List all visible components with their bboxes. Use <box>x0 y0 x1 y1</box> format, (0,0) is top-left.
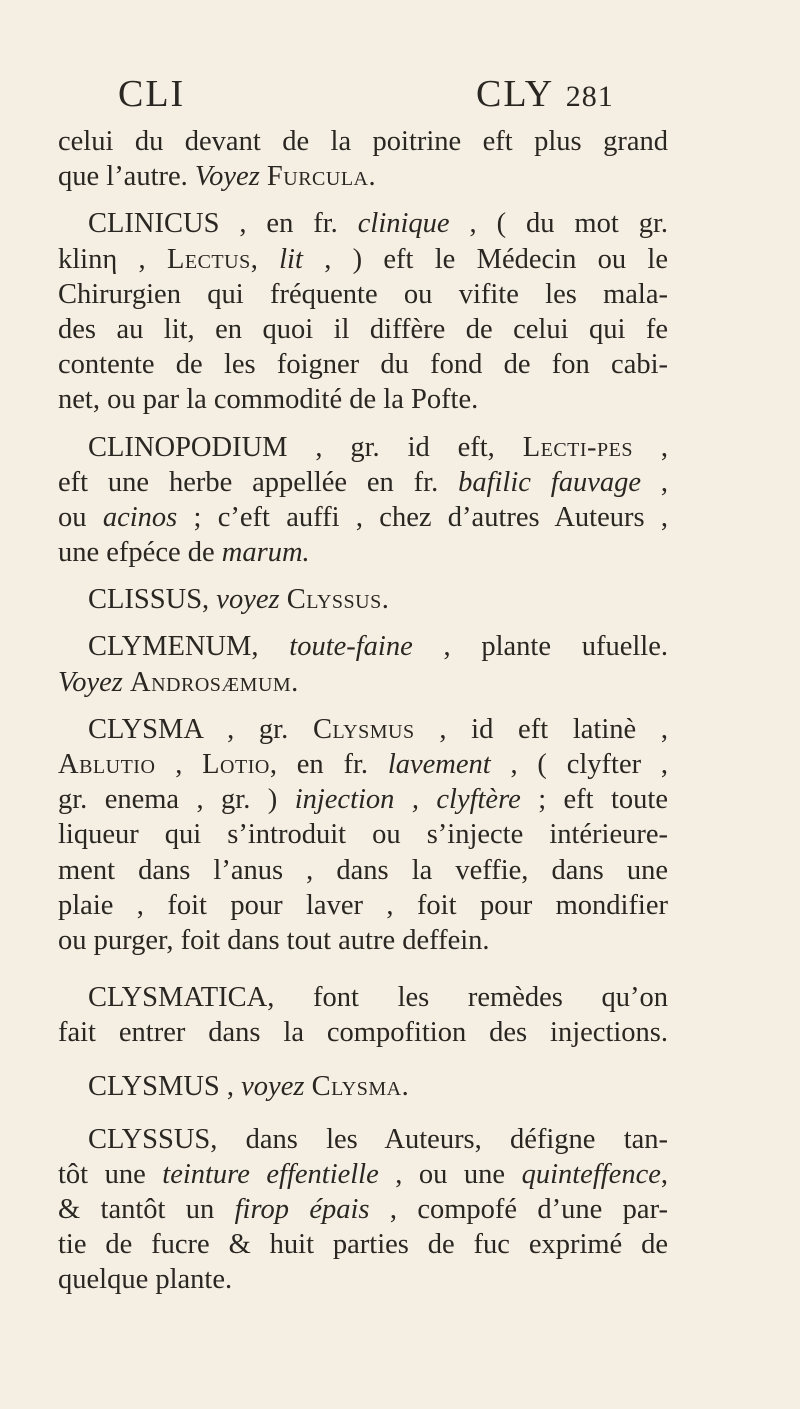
text-run: & tantôt un <box>58 1194 235 1226</box>
text-run: fait entrer dans la compofition des injections. <box>58 1017 668 1049</box>
text-line <box>58 817 668 852</box>
italic-term: firop épais <box>234 1194 370 1226</box>
italic-term: lit <box>279 243 303 275</box>
text-run: , <box>155 749 203 780</box>
italic-term: toute-faine <box>289 631 413 663</box>
text-line <box>58 853 668 888</box>
paragraph-gap <box>58 418 668 430</box>
text-run: CLINICUS , en fr. <box>88 208 358 240</box>
text-run: ou purger, foit dans tout autre deffein. <box>58 924 490 956</box>
body-text <box>58 124 668 1298</box>
text-line <box>58 629 668 664</box>
text-run: CLYSMATICA, font les remèdes qu’on <box>88 982 668 1014</box>
paragraph-gap <box>58 1051 668 1069</box>
text-line <box>58 277 668 312</box>
text-run: gr. enema , gr. ) <box>58 784 295 816</box>
small-caps-term: Clysma. <box>311 1070 410 1102</box>
text-line <box>58 747 668 782</box>
small-caps-term: Ablutio <box>58 749 156 780</box>
text-line <box>58 382 668 417</box>
text-line <box>58 1192 668 1227</box>
text-line <box>58 242 668 277</box>
text-run: ; c’eft auffi , chez d’autres Auteurs , <box>177 501 668 533</box>
text-run: , <box>641 466 668 498</box>
text-run: , id eft latinè , <box>414 713 668 745</box>
text-line <box>58 465 668 500</box>
italic-term: voyez <box>216 584 280 616</box>
running-header <box>0 72 800 122</box>
text-run: tôt une <box>58 1158 163 1190</box>
text-run: que l’autre. <box>58 161 195 193</box>
paragraph-gap <box>58 958 668 980</box>
text-run: net, ou par la commodité de la Pofte. <box>58 384 479 416</box>
italic-term: clinique <box>357 208 450 240</box>
text-run: une efpéce de <box>58 537 222 569</box>
text-run: , ( clyfter , <box>490 749 668 780</box>
italic-term: bafilic fauvage <box>458 466 642 498</box>
text-run <box>280 584 287 615</box>
italic-term: Voyez <box>58 666 123 698</box>
italic-term: voyez <box>241 1070 305 1102</box>
small-caps-term: Clyssus. <box>286 584 390 616</box>
text-line <box>58 1227 668 1262</box>
small-caps-term: Lectus <box>166 243 251 275</box>
text-run: contente de les foigner du fond de fon cabi- <box>58 349 668 381</box>
small-caps-term: Clysmus <box>312 713 415 745</box>
text-run <box>304 1071 311 1102</box>
text-run: CLYSSUS, dans les Auteurs, défigne tan- <box>88 1123 668 1155</box>
text-run: ment dans l’anus , dans la veffie, dans une <box>58 854 668 886</box>
text-line <box>58 1015 668 1050</box>
text-line <box>58 1122 668 1157</box>
text-run: , ) eft le Médecin ou le <box>302 243 668 275</box>
text-run: , <box>632 431 668 463</box>
text-run: , ( du mot gr. <box>449 208 668 240</box>
italic-term: lavement <box>387 749 491 780</box>
paragraph-gap <box>58 194 668 206</box>
text-run: , compofé d’une par- <box>369 1194 668 1226</box>
text-run: CLYSMA , gr. <box>88 713 313 745</box>
text-run: CLISSUS, <box>88 584 217 616</box>
text-run: CLINOPODIUM , gr. id eft, <box>88 431 523 463</box>
text-run: Chirurgien qui fréquente ou vifite les mala- <box>58 278 668 310</box>
header-left-word: CLI <box>118 73 186 115</box>
text-line <box>58 430 668 465</box>
text-run: , <box>660 1158 668 1190</box>
text-line <box>58 312 668 347</box>
text-run: des au lit, en quoi il diffère de celui qui fe <box>58 313 668 345</box>
text-run: CLYSMUS , <box>88 1070 242 1102</box>
text-run: plaie , foit pour laver , foit pour mondifier <box>58 889 668 921</box>
text-run <box>260 161 267 192</box>
text-line <box>58 500 668 535</box>
paragraph-gap <box>58 570 668 582</box>
paragraph-gap <box>58 617 668 629</box>
text-line <box>58 535 668 570</box>
text-line <box>58 888 668 923</box>
italic-term: injection , clyftère <box>294 784 521 816</box>
italic-term: teinture effentielle <box>162 1158 379 1190</box>
text-run: , plante ufuelle. <box>412 631 668 663</box>
text-run: liqueur qui s’introduit ou s’injecte intérieure- <box>58 819 668 851</box>
small-caps-term: Furcula. <box>266 161 377 193</box>
text-line <box>58 782 668 817</box>
text-line <box>58 1262 668 1297</box>
text-run: celui du devant de la poitrine eft plus grand <box>58 126 668 157</box>
small-caps-term: Androsæmum. <box>130 666 299 698</box>
small-caps-term: Lecti-pes <box>522 431 633 463</box>
italic-term: marum. <box>221 537 310 569</box>
text-line <box>58 582 668 617</box>
italic-term: quinteffence <box>521 1158 661 1190</box>
text-line <box>58 1157 668 1192</box>
paragraph-gap <box>58 1104 668 1122</box>
text-run: ; eft toute <box>520 784 668 816</box>
text-run: klinη , <box>58 243 167 275</box>
text-line <box>58 665 668 700</box>
text-line <box>58 1069 668 1104</box>
text-line <box>58 347 668 382</box>
text-line <box>58 124 668 159</box>
text-run: , en fr. <box>269 749 388 780</box>
text-run: , <box>250 243 280 275</box>
text-line <box>58 923 668 958</box>
text-run: ou <box>58 501 103 533</box>
italic-term: Voyez <box>194 161 260 193</box>
small-caps-term: Lotio <box>202 749 270 780</box>
text-run: , ou une <box>378 1158 522 1190</box>
text-run: CLYMENUM, <box>88 631 290 663</box>
paragraph-gap <box>58 700 668 712</box>
header-right-word: CLY <box>476 73 555 115</box>
text-line <box>58 206 668 241</box>
page-number: 281 <box>565 80 614 113</box>
text-run <box>123 667 130 698</box>
text-run: tie de fucre & huit parties de fuc exprimé de <box>58 1229 668 1261</box>
header-right-group <box>476 72 614 116</box>
text-run: eft une herbe appellée en fr. <box>58 466 459 498</box>
text-run: quelque plante. <box>58 1264 233 1296</box>
text-line <box>58 159 668 194</box>
text-line <box>58 712 668 747</box>
italic-term: acinos <box>102 501 178 533</box>
text-line <box>58 980 668 1015</box>
